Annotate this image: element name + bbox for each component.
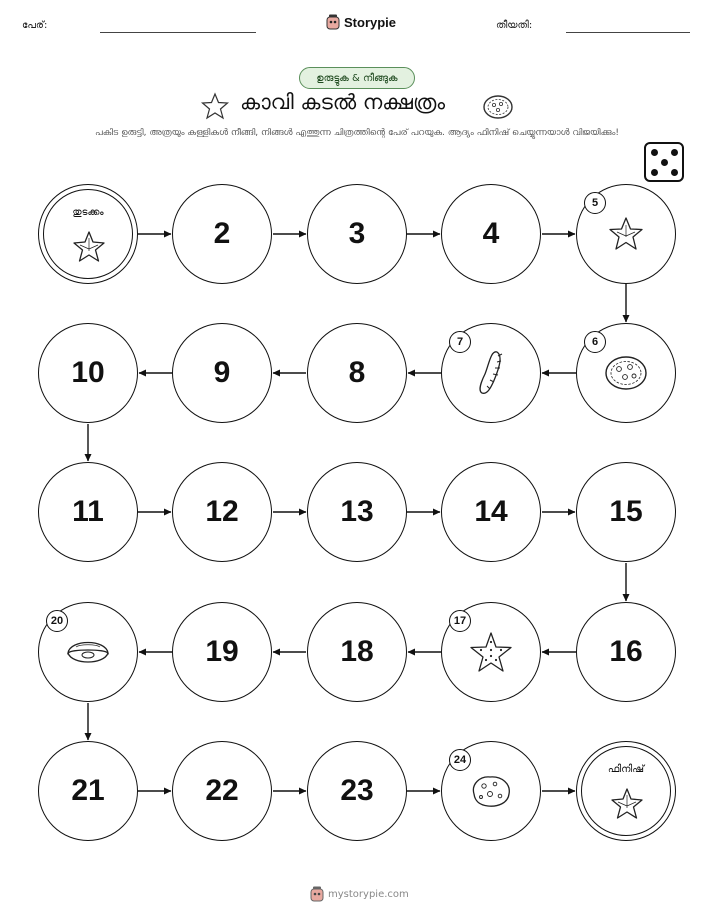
board-cell-2[interactable]: 2 [172, 184, 272, 284]
date-line[interactable] [566, 32, 690, 33]
clam-icon [64, 635, 112, 669]
sea-cucumber-icon [473, 348, 509, 398]
date-label: തീയതി: [496, 20, 533, 31]
name-label: പേര്: [22, 20, 48, 31]
cell-number-badge: 20 [46, 610, 68, 632]
brand-logo [326, 14, 396, 30]
start-label: തുടക്കം [72, 207, 104, 218]
board-cell-6[interactable] [576, 323, 676, 423]
mascot-icon [326, 14, 340, 30]
board-cell-12[interactable]: 12 [172, 462, 272, 562]
finish-cell[interactable] [576, 741, 676, 841]
board-cell-19[interactable]: 19 [172, 602, 272, 702]
page-title: കാവി കടൽ നക്ഷത്രം [240, 90, 446, 114]
board-cell-22[interactable]: 22 [172, 741, 272, 841]
dice-icon[interactable] [644, 142, 684, 182]
name-line[interactable] [100, 32, 256, 33]
cell-number-badge: 6 [584, 331, 606, 353]
star-outline-icon [200, 92, 230, 120]
rock-icon [468, 772, 514, 810]
footer-url[interactable]: mystorypie.com [328, 888, 409, 900]
board-cell-21[interactable]: 21 [38, 741, 138, 841]
activity-badge: ഉരുട്ടുക & നീങ്ങുക [299, 67, 415, 89]
board-cell-3[interactable]: 3 [307, 184, 407, 284]
cell-number-badge: 5 [584, 192, 606, 214]
spotted-starfish-icon [467, 630, 515, 674]
board-cell-7[interactable] [441, 323, 541, 423]
board-cell-18[interactable]: 18 [307, 602, 407, 702]
board-cell-11[interactable]: 11 [38, 462, 138, 562]
starfish-icon [608, 786, 646, 822]
pizza-icon [603, 354, 649, 392]
board-cell-9[interactable]: 9 [172, 323, 272, 423]
board-cell-13[interactable]: 13 [307, 462, 407, 562]
starfish-icon [606, 215, 646, 253]
finish-label: ഫിനിഷ് [607, 764, 645, 775]
cell-number-badge: 17 [449, 610, 471, 632]
board-cell-8[interactable]: 8 [307, 323, 407, 423]
starfish-icon [70, 229, 108, 265]
board-cell-14[interactable]: 14 [441, 462, 541, 562]
cell-number-badge: 24 [449, 749, 471, 771]
board-cell-15[interactable]: 15 [576, 462, 676, 562]
brand-name: Storypie [344, 14, 397, 30]
board-cell-23[interactable]: 23 [307, 741, 407, 841]
board-cell-20[interactable] [38, 602, 138, 702]
board-cell-5[interactable] [576, 184, 676, 284]
cell-number-badge: 7 [449, 331, 471, 353]
board-cell-17[interactable] [441, 602, 541, 702]
instructions: പകിട ഉരുട്ടി, അത്രയും കള്ളികൾ നീങ്ങി, നിങ്ങൾ എത്തുന്ന ചിത്രത്തിന്റെ പേര് പറയുക. ആദ്യം ഫിനിഷ് ചെയ്യുന്നയാൾ വിജയിക്കും! [95, 128, 619, 138]
start-cell[interactable] [38, 184, 138, 284]
board-cell-10[interactable]: 10 [38, 323, 138, 423]
board-cell-24[interactable] [441, 741, 541, 841]
board-cell-16[interactable]: 16 [576, 602, 676, 702]
board-cell-4[interactable]: 4 [441, 184, 541, 284]
pizza-icon [482, 94, 514, 120]
footer [310, 886, 409, 902]
mascot-icon [310, 886, 324, 902]
